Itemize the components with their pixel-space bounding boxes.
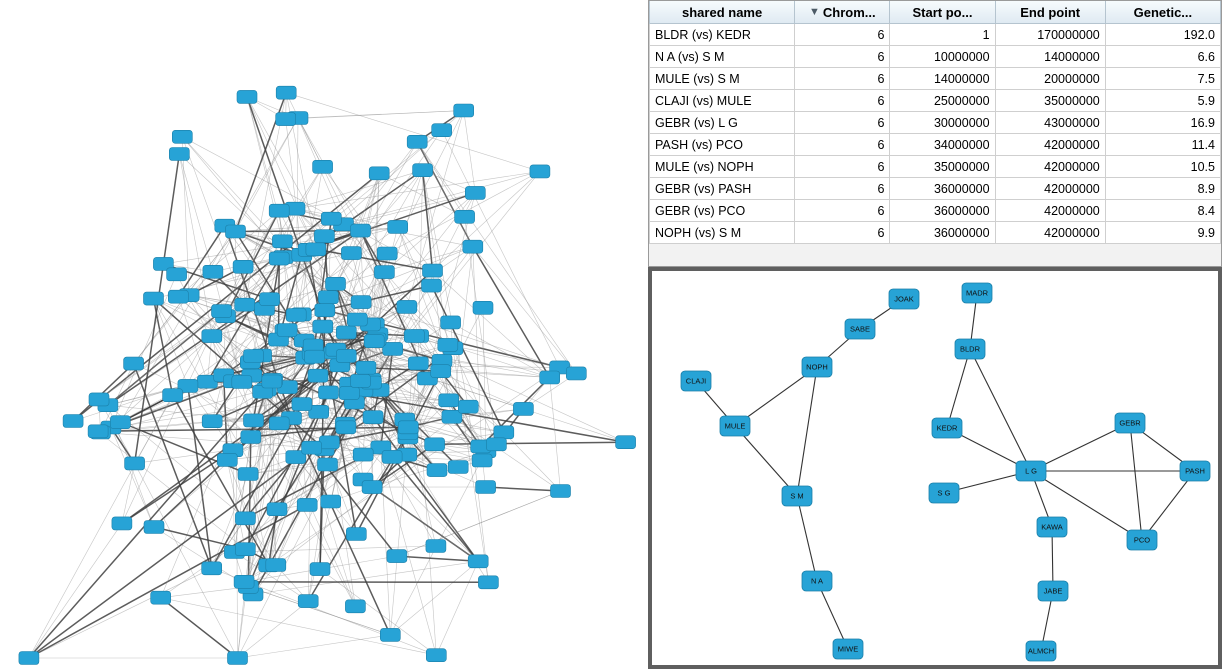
network-node[interactable] <box>202 562 222 575</box>
node-shape <box>802 571 832 591</box>
subnetwork-node[interactable] <box>962 283 992 303</box>
table-row[interactable] <box>650 178 1221 200</box>
node-label: PASH <box>1185 466 1205 476</box>
cell-genetic: 6.6 <box>1105 46 1220 68</box>
network-node[interactable] <box>422 279 442 292</box>
cell-shared-name: GEBR (vs) PCO <box>650 200 795 222</box>
network-node[interactable] <box>313 320 333 333</box>
network-node[interactable] <box>455 210 475 223</box>
network-node[interactable] <box>235 512 255 525</box>
network-node[interactable] <box>551 485 571 498</box>
node-shape <box>681 371 711 391</box>
network-edge <box>29 568 212 658</box>
network-node[interactable] <box>465 186 485 199</box>
node-shape <box>1038 581 1068 601</box>
subnetwork-node[interactable] <box>932 418 962 438</box>
network-node[interactable] <box>454 104 474 117</box>
node-label: SABE <box>849 324 871 334</box>
network-node[interactable] <box>431 365 451 378</box>
network-edge <box>135 463 238 658</box>
cell-end-point: 35000000 <box>995 90 1105 112</box>
cell-genetic: 8.9 <box>1105 178 1220 200</box>
subnetwork-node[interactable] <box>1115 413 1145 433</box>
network-node[interactable] <box>269 204 289 217</box>
network-node[interactable] <box>19 652 39 665</box>
table-header-row <box>650 1 1221 24</box>
node-shape <box>955 339 985 359</box>
network-edge <box>29 523 122 658</box>
network-node[interactable] <box>202 415 222 428</box>
network-node[interactable] <box>362 481 382 494</box>
network-node[interactable] <box>125 457 145 470</box>
cell-genetic: 192.0 <box>1105 24 1220 46</box>
node-shape <box>845 319 875 339</box>
table-row[interactable] <box>650 222 1221 244</box>
network-node[interactable] <box>351 374 371 387</box>
network-node[interactable] <box>168 290 188 303</box>
column-header-chromosome[interactable]: ▼ Chrom... <box>795 1 890 24</box>
cell-chromosome: 6 <box>795 68 890 90</box>
node-label: CLAJI <box>685 376 707 386</box>
network-node[interactable] <box>427 464 447 477</box>
network-node[interactable] <box>382 450 402 463</box>
network-node[interactable] <box>269 252 289 265</box>
network-node[interactable] <box>110 416 130 429</box>
network-edge <box>436 561 478 655</box>
network-node[interactable] <box>566 367 586 380</box>
cell-genetic: 9.9 <box>1105 222 1220 244</box>
table-row[interactable] <box>650 24 1221 46</box>
cell-shared-name: MULE (vs) NOPH <box>650 156 795 178</box>
network-node[interactable] <box>341 247 361 260</box>
network-node[interactable] <box>432 124 452 137</box>
subnetwork-node[interactable] <box>1038 581 1068 601</box>
network-node[interactable] <box>398 421 418 434</box>
node-label: N A <box>810 576 824 586</box>
network-node[interactable] <box>144 292 164 305</box>
cell-genetic: 11.4 <box>1105 134 1220 156</box>
subnetwork-node[interactable] <box>720 416 750 436</box>
network-node[interactable] <box>244 414 264 427</box>
cell-shared-name: CLAJI (vs) MULE <box>650 90 795 112</box>
node-shape <box>833 639 863 659</box>
network-node[interactable] <box>426 649 446 662</box>
table-row[interactable] <box>650 134 1221 156</box>
network-node[interactable] <box>336 349 356 362</box>
network-node[interactable] <box>292 398 312 411</box>
network-node[interactable] <box>513 402 533 415</box>
node-shape <box>962 283 992 303</box>
subnetwork-edge <box>970 349 1031 471</box>
network-node[interactable] <box>441 316 461 329</box>
network-node[interactable] <box>297 498 317 511</box>
network-node[interactable] <box>425 438 445 451</box>
cell-start-point: 34000000 <box>890 134 995 156</box>
network-node[interactable] <box>345 600 365 613</box>
network-node[interactable] <box>347 313 367 326</box>
cell-end-point: 20000000 <box>995 68 1105 90</box>
network-node[interactable] <box>163 389 183 402</box>
network-edge <box>29 448 312 658</box>
subnetwork-view[interactable] <box>648 267 1222 669</box>
network-node[interactable] <box>306 243 326 256</box>
network-node[interactable] <box>144 521 164 534</box>
cell-end-point: 170000000 <box>995 24 1105 46</box>
network-node[interactable] <box>241 431 261 444</box>
column-header-start-point[interactable]: Start po... <box>890 1 995 24</box>
network-node[interactable] <box>353 448 373 461</box>
network-node[interactable] <box>276 86 296 99</box>
node-label: MADR <box>965 288 989 298</box>
network-node[interactable] <box>172 130 192 143</box>
network-node[interactable] <box>235 543 255 556</box>
node-label: S G <box>937 488 951 498</box>
cell-chromosome: 6 <box>795 222 890 244</box>
network-node[interactable] <box>238 468 258 481</box>
network-node[interactable] <box>473 301 493 314</box>
node-label: KEDR <box>936 423 958 433</box>
node-label: ALMCH <box>1027 646 1055 656</box>
node-label: JABE <box>1043 586 1063 596</box>
network-node[interactable] <box>203 265 223 278</box>
cell-end-point: 42000000 <box>995 178 1105 200</box>
cell-chromosome: 6 <box>795 178 890 200</box>
network-node[interactable] <box>530 165 550 178</box>
network-nodes[interactable] <box>19 86 636 664</box>
network-node[interactable] <box>339 387 359 400</box>
attribute-grid[interactable] <box>649 1 1221 244</box>
network-edge <box>316 249 433 270</box>
network-node[interactable] <box>262 375 282 388</box>
table-row[interactable] <box>650 200 1221 222</box>
network-edge <box>435 442 626 444</box>
cell-start-point: 36000000 <box>890 178 995 200</box>
cell-genetic: 10.5 <box>1105 156 1220 178</box>
network-node[interactable] <box>351 224 371 237</box>
subnetwork-edges <box>696 293 1195 654</box>
subnetwork-edge <box>947 349 970 428</box>
network-node[interactable] <box>202 330 222 343</box>
node-label: GEBR <box>1119 418 1141 428</box>
right-column <box>648 0 1222 669</box>
network-node[interactable] <box>486 438 506 451</box>
subnetwork-edge <box>797 367 817 496</box>
node-label: BLDR <box>959 344 981 354</box>
network-node[interactable] <box>494 426 514 439</box>
cell-chromosome: 6 <box>795 46 890 68</box>
network-node[interactable] <box>463 240 483 253</box>
network-edge <box>248 587 390 635</box>
network-edge <box>464 111 476 193</box>
network-edge <box>448 345 560 368</box>
node-shape <box>802 357 832 377</box>
network-node[interactable] <box>356 361 376 374</box>
network-node[interactable] <box>326 277 346 290</box>
network-node[interactable] <box>318 458 338 471</box>
network-edge <box>286 119 302 255</box>
table-row[interactable] <box>650 46 1221 68</box>
cell-genetic: 5.9 <box>1105 90 1220 112</box>
network-node[interactable] <box>89 393 109 406</box>
network-node[interactable] <box>380 628 400 641</box>
cell-shared-name: GEBR (vs) L G <box>650 112 795 134</box>
node-shape <box>932 418 962 438</box>
cell-start-point: 10000000 <box>890 46 995 68</box>
node-shape <box>929 483 959 503</box>
cell-end-point: 42000000 <box>995 200 1105 222</box>
subnetwork-node[interactable] <box>802 357 832 377</box>
subnetwork-node[interactable] <box>1037 517 1067 537</box>
cell-shared-name: N A (vs) S M <box>650 46 795 68</box>
cell-shared-name: NOPH (vs) S M <box>650 222 795 244</box>
network-node[interactable] <box>267 503 287 516</box>
network-node[interactable] <box>407 135 427 148</box>
cell-chromosome: 6 <box>795 90 890 112</box>
subnetwork-node[interactable] <box>1016 461 1046 481</box>
table-row[interactable] <box>650 90 1221 112</box>
subnetwork-node[interactable] <box>833 639 863 659</box>
network-node[interactable] <box>232 376 252 389</box>
network-node[interactable] <box>244 350 264 363</box>
network-node[interactable] <box>226 225 246 238</box>
network-node[interactable] <box>302 441 322 454</box>
network-node[interactable] <box>616 436 636 449</box>
network-node[interactable] <box>124 357 144 370</box>
network-node[interactable] <box>408 357 428 370</box>
network-node[interactable] <box>151 591 171 604</box>
cell-start-point: 14000000 <box>890 68 995 90</box>
cell-genetic: 7.5 <box>1105 68 1220 90</box>
network-node[interactable] <box>387 550 407 563</box>
network-edge <box>286 93 540 172</box>
network-node[interactable] <box>351 296 371 309</box>
cell-genetic: 8.4 <box>1105 200 1220 222</box>
cell-end-point: 42000000 <box>995 156 1105 178</box>
network-edge <box>451 322 550 377</box>
network-node[interactable] <box>319 386 339 399</box>
network-node[interactable] <box>388 220 408 233</box>
network-edge <box>298 111 464 119</box>
node-shape <box>782 486 812 506</box>
table-body[interactable] <box>650 24 1221 244</box>
subnetwork-node[interactable] <box>889 289 919 309</box>
network-node[interactable] <box>269 417 289 430</box>
network-node[interactable] <box>439 394 459 407</box>
network-node[interactable] <box>315 304 335 317</box>
subnetwork-node[interactable] <box>782 486 812 506</box>
cell-chromosome: 6 <box>795 156 890 178</box>
network-node[interactable] <box>212 305 232 318</box>
network-node[interactable] <box>314 230 334 243</box>
cell-end-point: 42000000 <box>995 134 1105 156</box>
network-node[interactable] <box>318 291 338 304</box>
node-label: KAWA <box>1041 522 1063 532</box>
network-node[interactable] <box>423 264 443 277</box>
network-node[interactable] <box>321 212 341 225</box>
table-row[interactable] <box>650 156 1221 178</box>
network-node[interactable] <box>310 563 330 576</box>
node-label: NOPH <box>806 362 828 372</box>
cell-end-point: 14000000 <box>995 46 1105 68</box>
column-header-end-point[interactable]: End point <box>995 1 1105 24</box>
node-label: MIWE <box>837 644 859 654</box>
network-node[interactable] <box>112 517 132 530</box>
network-node[interactable] <box>277 324 297 337</box>
network-edge <box>178 226 225 297</box>
network-node[interactable] <box>377 247 397 260</box>
edge-attribute-table[interactable] <box>648 0 1222 267</box>
network-edge <box>238 635 391 658</box>
network-node[interactable] <box>228 652 248 665</box>
filter-icon[interactable]: ▼ <box>809 6 820 18</box>
network-node[interactable] <box>276 113 296 126</box>
node-label: JOAK <box>894 294 914 304</box>
node-shape <box>889 289 919 309</box>
network-node[interactable] <box>364 335 384 348</box>
network-edge <box>244 582 488 583</box>
column-header-genetic[interactable]: Genetic... <box>1105 1 1220 24</box>
network-node[interactable] <box>321 495 341 508</box>
network-node[interactable] <box>346 528 366 541</box>
network-node[interactable] <box>397 300 417 313</box>
subnetwork-nodes[interactable] <box>681 283 1210 661</box>
network-edge <box>523 409 625 442</box>
network-node[interactable] <box>233 260 253 273</box>
node-label: MULE <box>724 421 746 431</box>
subnetwork-node[interactable] <box>845 319 875 339</box>
network-edge <box>238 601 309 658</box>
network-node[interactable] <box>217 453 237 466</box>
network-node[interactable] <box>319 436 339 449</box>
network-node[interactable] <box>336 421 356 434</box>
network-node[interactable] <box>426 540 446 553</box>
network-edge <box>423 170 433 270</box>
subnetwork-edge <box>735 426 797 496</box>
cell-chromosome: 6 <box>795 200 890 222</box>
node-shape <box>1016 461 1046 481</box>
network-node[interactable] <box>540 371 560 384</box>
network-node[interactable] <box>169 148 189 161</box>
cell-shared-name: BLDR (vs) KEDR <box>650 24 795 46</box>
network-node[interactable] <box>363 411 383 424</box>
network-node[interactable] <box>313 160 333 173</box>
table-row[interactable] <box>650 112 1221 134</box>
node-label: S M <box>790 491 804 501</box>
cell-start-point: 1 <box>890 24 995 46</box>
network-node[interactable] <box>458 400 478 413</box>
network-edge <box>179 154 213 272</box>
network-node[interactable] <box>308 369 328 382</box>
cell-chromosome: 6 <box>795 24 890 46</box>
cell-chromosome: 6 <box>795 112 890 134</box>
cell-chromosome: 6 <box>795 134 890 156</box>
network-node[interactable] <box>272 235 292 248</box>
cell-start-point: 25000000 <box>890 90 995 112</box>
cell-shared-name: GEBR (vs) PASH <box>650 178 795 200</box>
subnetwork-node[interactable] <box>955 339 985 359</box>
network-node[interactable] <box>476 481 496 494</box>
column-header-shared-name[interactable]: shared name <box>650 1 795 24</box>
network-edge <box>182 137 283 257</box>
network-node[interactable] <box>336 326 356 339</box>
node-shape <box>1127 530 1157 550</box>
subnetwork-node[interactable] <box>1180 461 1210 481</box>
network-edge <box>504 432 561 491</box>
subnetwork-node[interactable] <box>681 371 711 391</box>
network-node[interactable] <box>167 268 187 281</box>
cell-shared-name: MULE (vs) S M <box>650 68 795 90</box>
subnetwork-node[interactable] <box>929 483 959 503</box>
network-node[interactable] <box>468 555 488 568</box>
network-node[interactable] <box>260 293 280 306</box>
cell-start-point: 36000000 <box>890 222 995 244</box>
node-label: PCO <box>1133 535 1151 545</box>
cell-end-point: 42000000 <box>995 222 1105 244</box>
network-node[interactable] <box>448 461 468 474</box>
node-shape <box>1037 517 1067 537</box>
table-row[interactable] <box>650 68 1221 90</box>
node-shape <box>720 416 750 436</box>
network-node[interactable] <box>286 309 306 322</box>
subnetwork-node[interactable] <box>802 571 832 591</box>
cell-start-point: 30000000 <box>890 112 995 134</box>
subnetwork-node[interactable] <box>1127 530 1157 550</box>
cell-end-point: 43000000 <box>995 112 1105 134</box>
subnetwork-edge <box>1130 423 1142 540</box>
node-shape <box>1026 641 1056 661</box>
subnetwork-edge <box>797 496 817 581</box>
network-node[interactable] <box>413 164 433 177</box>
network-node[interactable] <box>266 559 286 572</box>
network-node[interactable] <box>404 330 424 343</box>
network-edge <box>486 487 561 491</box>
cell-shared-name: PASH (vs) PCO <box>650 134 795 156</box>
network-node[interactable] <box>478 576 498 589</box>
subnetwork-canvas[interactable] <box>652 271 1218 665</box>
cell-start-point: 36000000 <box>890 200 995 222</box>
network-node[interactable] <box>237 90 257 103</box>
cell-start-point: 35000000 <box>890 156 995 178</box>
network-node[interactable] <box>374 266 394 279</box>
network-node[interactable] <box>235 298 255 311</box>
network-node[interactable] <box>63 415 83 428</box>
network-edge <box>111 428 154 528</box>
network-edge <box>122 463 135 523</box>
network-node[interactable] <box>438 338 458 351</box>
node-shape <box>1115 413 1145 433</box>
network-node[interactable] <box>234 575 254 588</box>
network-edge <box>161 598 238 658</box>
node-label: L G <box>1025 466 1037 476</box>
subnetwork-node[interactable] <box>1026 641 1056 661</box>
network-node[interactable] <box>305 350 325 363</box>
network-node[interactable] <box>369 167 389 180</box>
network-node[interactable] <box>88 425 108 438</box>
network-edge <box>550 378 561 492</box>
node-shape <box>1180 461 1210 481</box>
network-node[interactable] <box>472 454 492 467</box>
cell-genetic: 16.9 <box>1105 112 1220 134</box>
network-node[interactable] <box>298 595 318 608</box>
